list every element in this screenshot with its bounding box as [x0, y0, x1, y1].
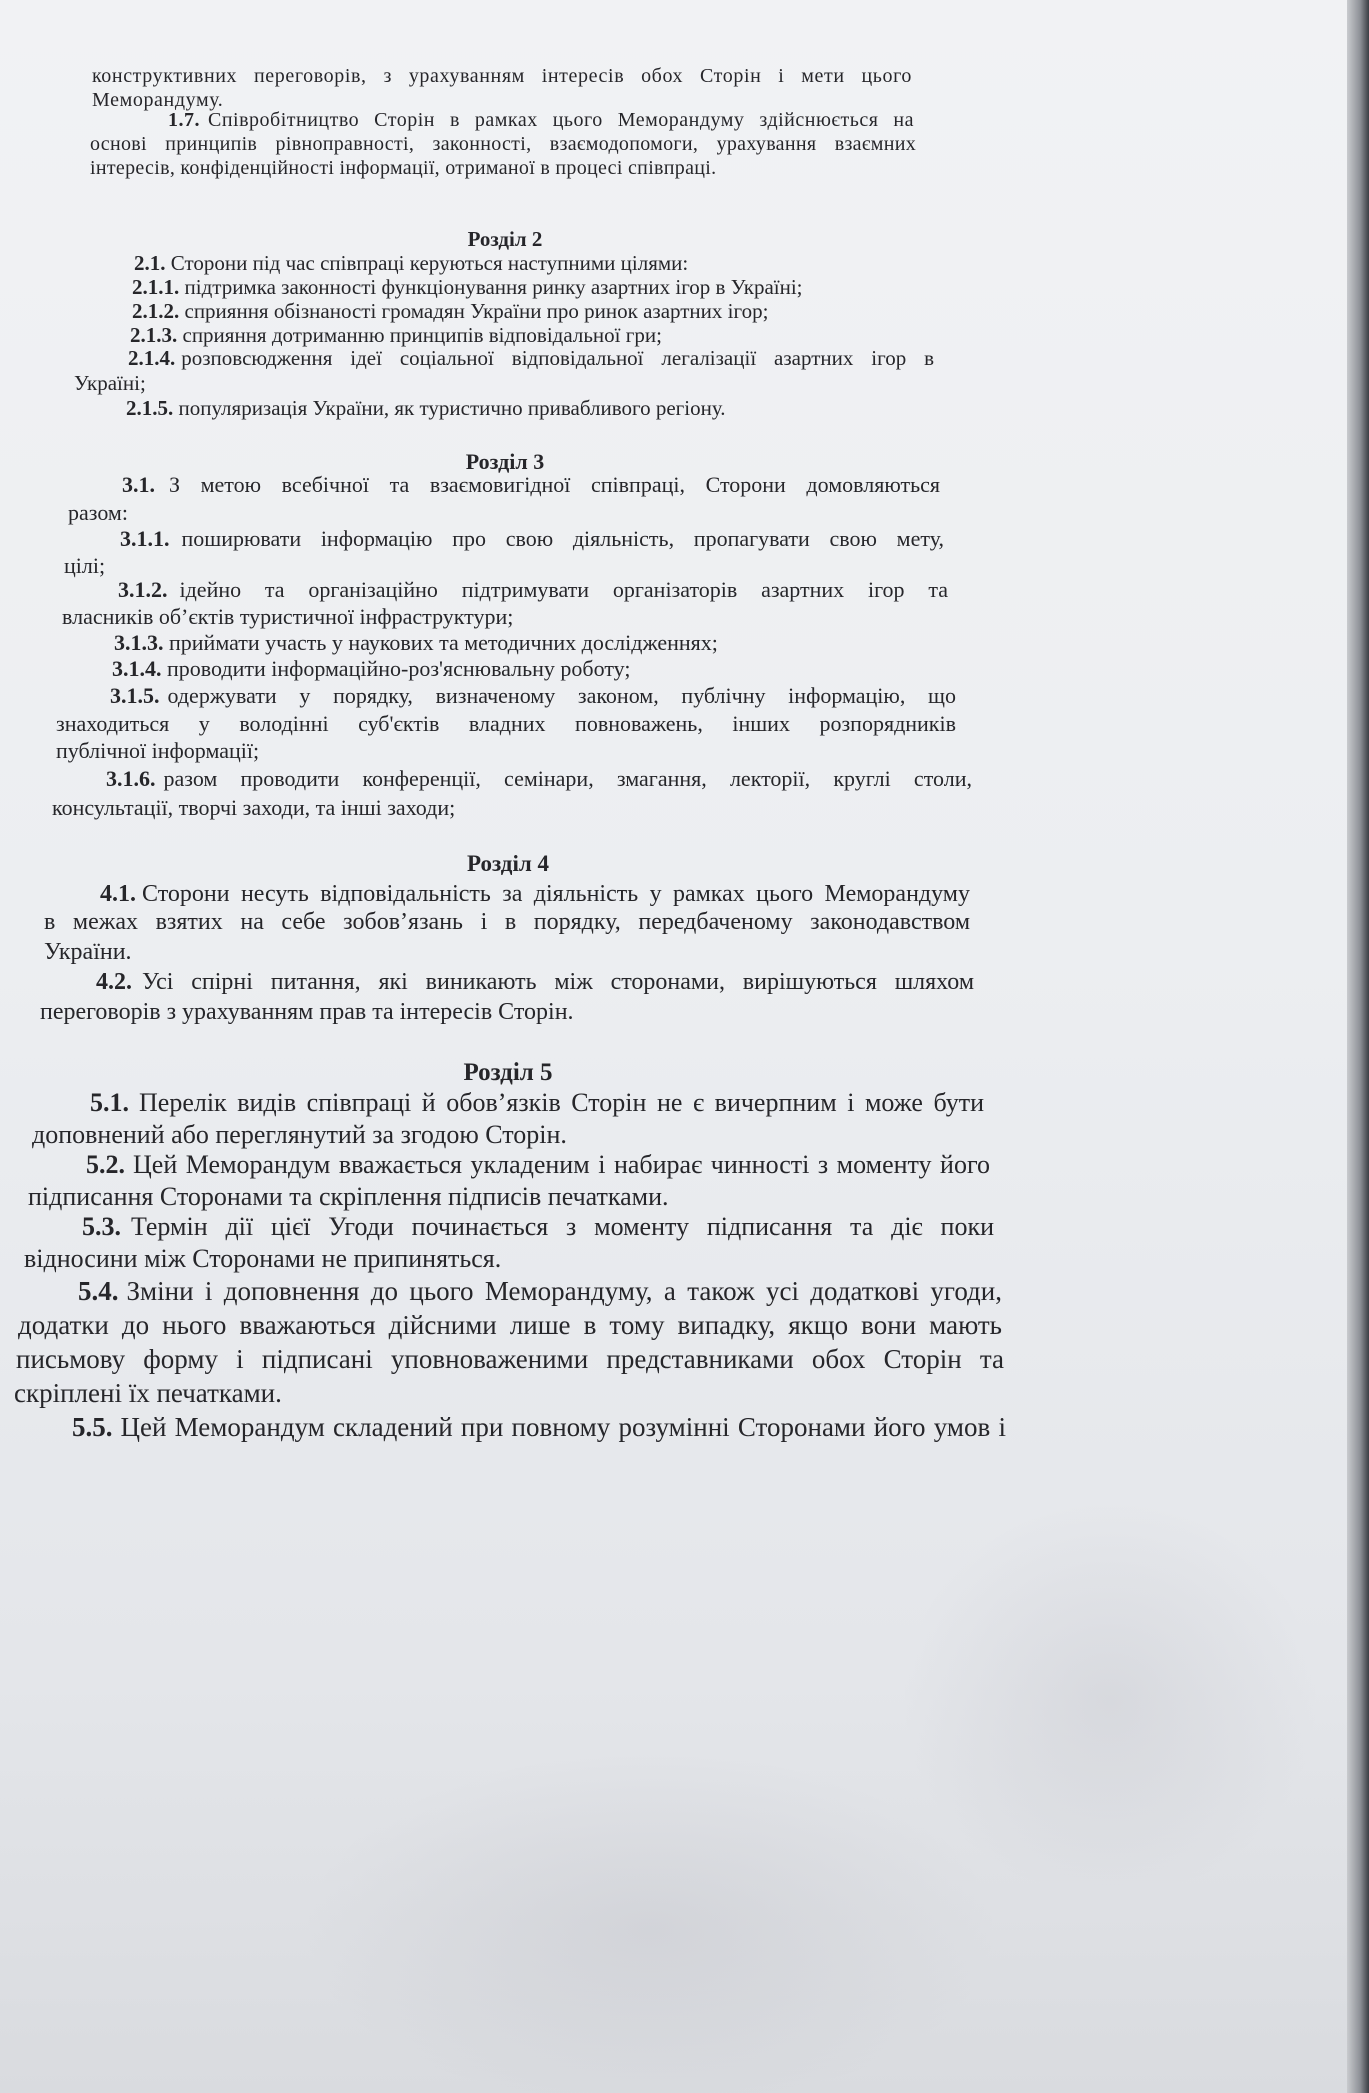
text-line: одержувати у порядку, визначеному законом, публічну інформацію, що [167, 683, 956, 708]
paragraph-number: 2.1.4. [128, 346, 176, 370]
text-line: приймати участь у наукових та методичних дослідженнях; [169, 630, 718, 655]
paragraph-number: 3.1.3. [114, 630, 164, 655]
text-line: конструктивних переговорів, з урахуванням інтересів обох Сторін і мети цього [92, 65, 912, 87]
text-line: розповсюдження ідеї соціальної відповідальної легалізації азартних ігор в [181, 346, 934, 370]
paragraph-number: 1.7. [168, 109, 200, 131]
text-line: проводити інформаційно-роз'яснювальну роботу; [167, 656, 631, 681]
text-line: Термін дії цієї Угоди починається з моменту підписання та діє поки [131, 1212, 994, 1241]
text-line: З метою всебічної та взаємовигідної співпраці, Сторони домовляються [169, 472, 940, 497]
text-line: доповнений або переглянутий за згодою Сторін. [32, 1120, 567, 1149]
paragraph-number: 5.3. [82, 1212, 121, 1241]
text-line: підписання Сторонами та скріплення підписів печатками. [28, 1182, 669, 1211]
text-line: Зміни і доповнення до цього Меморандуму, а також усі додаткові угоди, [126, 1276, 1002, 1306]
paragraph-number: 4.1. [100, 881, 136, 907]
text-line: додатки до нього вважаються дійсними лише в тому випадку, якщо вони мають [18, 1310, 1002, 1340]
text-line: Україні; [74, 371, 146, 395]
text-line: в межах взятих на себе зобов’язань і в порядку, передбаченому законодавством [44, 909, 970, 935]
paragraph-number: 3.1.6. [106, 766, 156, 791]
section-heading: Розділ 2 [467, 227, 543, 251]
text-line: Цей Меморандум вважається укладеним і набирає чинності з моменту його [133, 1150, 990, 1179]
paragraph-3-1 [122, 474, 940, 496]
paragraph-number: 5.2. [86, 1150, 125, 1179]
text-line: Сторони під час співпраці керуються наступними цілями: [170, 251, 689, 275]
text-line: Сторони несуть відповідальність за діяльність у рамках цього Меморандуму [142, 881, 970, 907]
paragraph-3-1-3 [114, 632, 718, 654]
paragraph-2-1-5 [126, 398, 726, 419]
paragraph-3-1-4 [112, 658, 630, 680]
text-line: переговорів з урахуванням прав та інтересів Сторін. [40, 999, 574, 1025]
paragraph-number: 5.5. [72, 1412, 113, 1442]
text-line: сприяння обізнаності громадян України про ринок азартних ігор; [184, 299, 769, 323]
paragraph-1-7 [168, 110, 914, 130]
paragraph-number: 3.1.5. [110, 683, 160, 708]
paragraph-number: 2.1.2. [132, 299, 180, 323]
text-line: цілі; [64, 553, 106, 578]
paragraph-number: 5.1. [90, 1088, 129, 1117]
text-line: сприяння дотриманню принципів відповідальної гри; [182, 323, 662, 347]
paragraph-2-1-1 [132, 277, 803, 298]
paragraph-number: 3.1.4. [112, 656, 162, 681]
section-heading: Розділ 4 [467, 851, 549, 876]
paragraph-2-1-4 [128, 348, 934, 369]
paragraph-2-1 [134, 253, 688, 274]
paragraph-number: 2.1.3. [130, 323, 178, 347]
text-line: підтримка законності функціонування ринку азартних ігор в Україні; [184, 275, 803, 299]
text-line: основі принципів рівноправності, законності, взаємодопомоги, урахування взаємних [90, 133, 916, 155]
paragraph-3-1-6 [106, 768, 972, 790]
paragraph-number: 3.1.1. [120, 526, 170, 551]
paragraph-number: 2.1.1. [132, 275, 180, 299]
paragraph-number: 2.1.5. [126, 396, 174, 420]
text-line: інтересів, конфіденційності інформації, отриманої в процесі співпраці. [90, 157, 717, 179]
text-line: відносини між Сторонами не припиняться. [24, 1244, 502, 1273]
paragraph-4-2 [96, 970, 974, 994]
text-line: консультації, творчі заходи, та інші заходи; [52, 795, 456, 820]
paragraph-2-1-2 [132, 301, 768, 322]
paragraph-2-1-3 [130, 325, 662, 346]
text-line: знаходиться у володінні суб'єктів владних повноважень, інших розпорядників [56, 711, 956, 736]
paragraph-5-4 [78, 1278, 1002, 1305]
paragraph-number: 4.2. [96, 969, 132, 995]
paragraph-3-1-2 [118, 579, 948, 601]
text-line: Співробітництво Сторін в рамках цього Меморандуму здійснюється на [208, 109, 914, 131]
text-line: власників об’єктів туристичної інфраструктури; [62, 604, 514, 629]
section-heading: Розділ 5 [463, 1059, 553, 1086]
section-heading: Розділ 3 [465, 449, 545, 474]
text-line: Перелік видів співпраці й обов’язків Сторін не є вичерпним і може бути [139, 1088, 984, 1117]
paragraph-number: 5.4. [78, 1276, 119, 1306]
text-line: Меморандуму. [92, 89, 224, 111]
text-line: скріплені їх печатками. [14, 1378, 282, 1408]
text-line: популяризація України, як туристично привабливого регіону. [178, 396, 726, 420]
paragraph-4-1 [100, 882, 970, 906]
text-line: разом проводити конференції, семінари, змагання, лекторії, круглі столи, [163, 766, 972, 791]
paragraph-5-5 [72, 1414, 1006, 1441]
page-edge-shadow [1347, 0, 1369, 2093]
paragraph-5-2 [86, 1152, 990, 1178]
paragraph-number: 3.1.2. [118, 577, 168, 602]
paper-stain [300, 1750, 1000, 2093]
paragraph-3-1-5 [110, 685, 956, 707]
text-line: публічної інформації; [56, 738, 260, 763]
text-line: Усі спірні питання, які виникають між сторонами, вирішуються шляхом [142, 969, 974, 995]
text-line: письмову форму і підписані уповноваженими представниками обох Сторін та [16, 1344, 1004, 1374]
text-line: України. [44, 939, 132, 965]
text-line: Цей Меморандум складений при повному розумінні Сторонами його умов і [120, 1412, 1006, 1442]
paper-stain [900, 1500, 1320, 1900]
paragraph-5-1 [90, 1090, 984, 1116]
paragraph-5-3 [82, 1214, 994, 1240]
text-line: разом: [68, 500, 128, 525]
text-line: ідейно та організаційно підтримувати організаторів азартних ігор та [179, 577, 948, 602]
text-line: поширювати інформацію про свою діяльність, пропагувати свою мету, [181, 526, 944, 551]
paragraph-number: 2.1. [134, 251, 166, 275]
paragraph-number: 3.1. [122, 472, 155, 497]
paragraph-3-1-1 [120, 528, 944, 550]
